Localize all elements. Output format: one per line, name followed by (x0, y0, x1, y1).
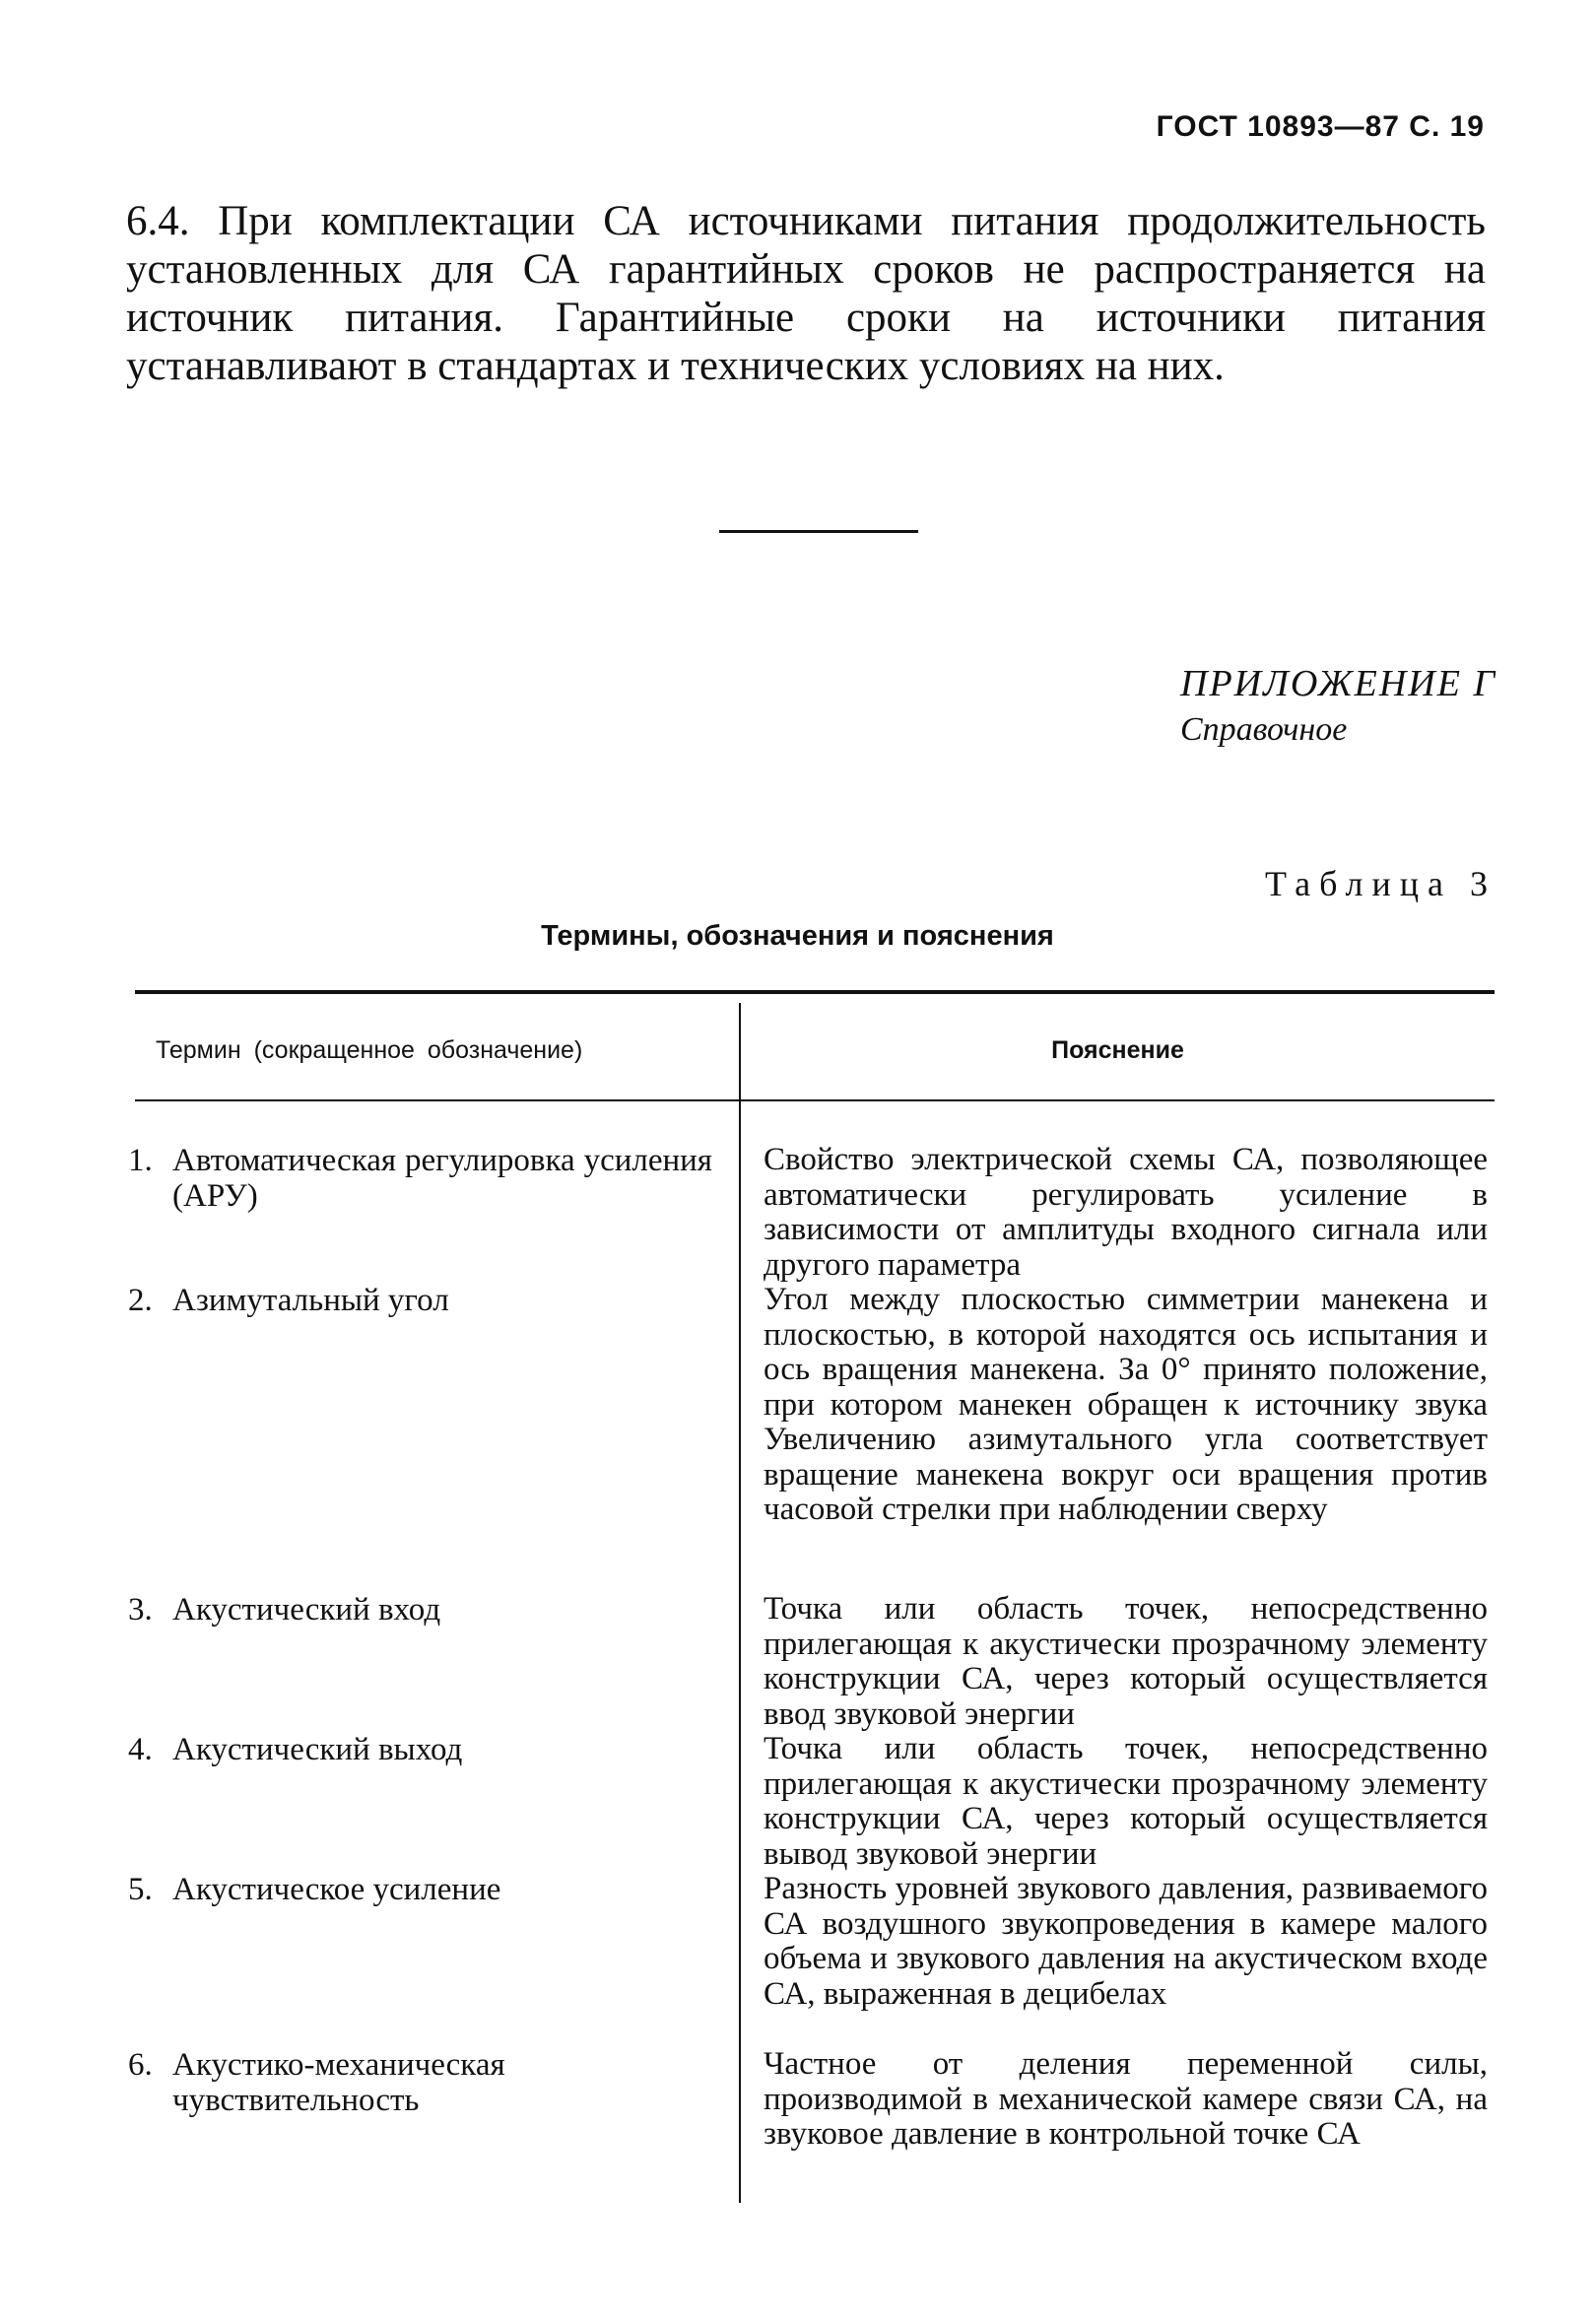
term-cell (128, 1143, 712, 1214)
term-number: 4. (128, 1732, 153, 1767)
explanation-cell: Свойство электрической схемы СА, позволяющее автоматически регулировать усиление в зависимости от амплитуды входного сигнала или другого параметра (764, 1142, 1488, 1283)
term-cell (128, 1592, 712, 1627)
table-header-rule (135, 1099, 1495, 1101)
term-text: Акустико-механическая чувствительность (172, 2047, 505, 2118)
clause-6-4: 6.4. При комплектации СА источниками питания продолжительность установленных для СА гарантийных сроков не распространяется на источник питания. Гарантийные сроки на источники питания устанавливают в стандартах и технических условиях на них. (126, 198, 1486, 389)
explanation-cell: Частное от деления переменной силы, производимой в механической камере связи СА, на звуковое давление в контрольной точке СА (764, 2046, 1488, 2152)
column-separator (739, 1003, 741, 2203)
column-header-explanation: Пояснение (1051, 1036, 1184, 1064)
appendix-subtitle: Справочное (1180, 711, 1348, 748)
table-top-rule (135, 990, 1495, 994)
term-number: 3. (128, 1592, 153, 1627)
term-text: Азимутальный угол (172, 1283, 449, 1318)
explanation-cell: Точка или область точек, непосредственно прилегающая к акустически прозрачному элементу конструкции СА, через который осуществляется вывод звуковой энергии (764, 1731, 1488, 1872)
term-text: Акустический вход (172, 1592, 441, 1627)
term-number: 6. (128, 2047, 153, 2083)
table-title: Термины, обозначения и пояснения (541, 920, 1054, 952)
term-cell (128, 1872, 712, 1907)
explanation-cell: Точка или область точек, непосредственно прилегающая к акустически прозрачному элементу конструкции СА, через который осуществляется ввод звуковой энергии (764, 1591, 1488, 1732)
term-text: Акустическое усиление (172, 1872, 501, 1907)
term-cell (128, 1283, 712, 1318)
term-number: 2. (128, 1283, 153, 1318)
term-cell (128, 1732, 712, 1767)
section-divider (719, 530, 918, 533)
term-number: 5. (128, 1872, 153, 1907)
appendix-title: ПРИЛОЖЕНИЕ Г (1180, 663, 1497, 704)
column-header-term: Термин (сокращенное обозначение) (156, 1036, 583, 1064)
term-text: Акустический выход (172, 1732, 463, 1767)
table-label: Таблица 3 (1265, 864, 1496, 903)
term-cell (128, 2047, 712, 2118)
term-text: Автоматическая регулировка усиления (АРУ) (172, 1143, 712, 1214)
page-header: ГОСТ 10893—87 С. 19 (1156, 110, 1485, 143)
term-number: 1. (128, 1143, 153, 1178)
explanation-cell: Угол между плоскостью симметрии манекена и плоскостью, в которой находятся ось испытания и ось вращения манекена. За 0° принято положение, при котором манекен обращен к источнику звука Увеличению азимутального угла соответствует вращение манекена вокруг оси вращения против часовой стрелки при наблюдении сверху (764, 1282, 1488, 1527)
explanation-cell: Разность уровней звукового давления, развиваемого СА воздушного звукопроведения в камере малого объема и звукового давления на акустическом входе СА, выраженная в децибелах (764, 1871, 1488, 2012)
